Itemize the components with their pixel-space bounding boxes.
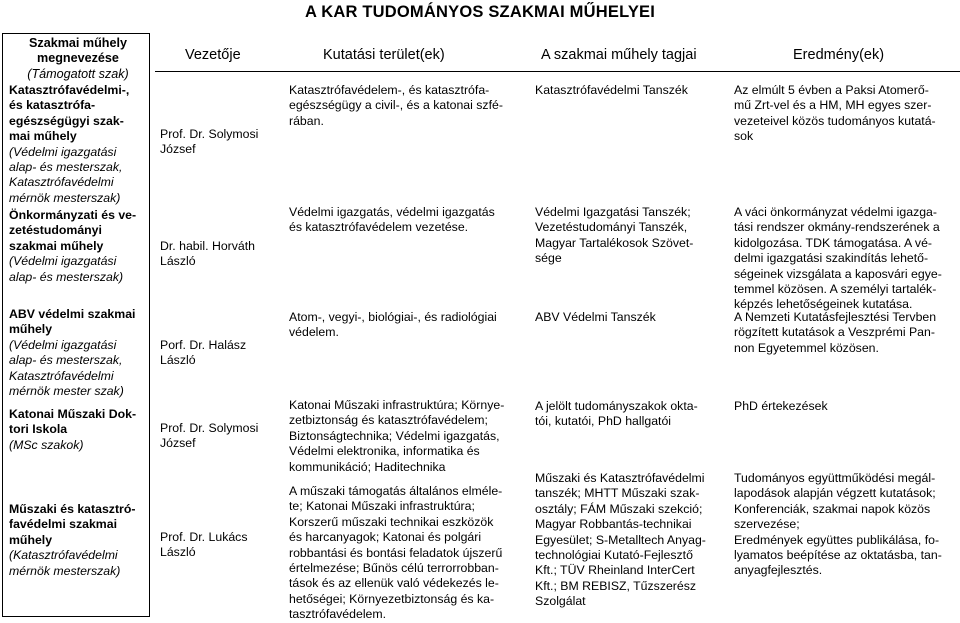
text-line: Vezetéstudományi Tanszék,: [535, 220, 688, 235]
workshop-column: [2, 33, 150, 617]
text-line: Katonai Műszaki Dok-: [9, 407, 137, 421]
text-line: Védelmi elektronika, informatika és: [289, 444, 480, 459]
text-line: Katasztrófavédelmi: [9, 175, 114, 190]
text-line: A jelölt tudományszakok okta-: [535, 399, 698, 413]
text-line: alap- és mesterszak): [9, 269, 124, 284]
text-line: Magyar Robbantás-technikai: [535, 517, 692, 532]
leader-1: [160, 127, 280, 158]
text-line: robbantási és bontási feladatok újszerű: [289, 545, 503, 560]
text-line: Katasztrófavédelmi-,: [9, 83, 130, 97]
text-line: Katasztrófavédelmi Tanszék: [535, 83, 688, 97]
members-2: [535, 205, 715, 267]
text-line: Prof. Dr. Solymosi: [160, 421, 259, 435]
area-5: [289, 484, 507, 623]
text-line: Prof. Dr. Lukács: [160, 530, 248, 544]
members-5: [535, 471, 715, 610]
text-line: szakmai műhely: [9, 238, 104, 253]
text-line: zetéstudományi: [9, 223, 102, 238]
text-line: lyamatos beépítése az oktatásba, tan-: [734, 548, 942, 563]
text-line: műhely: [9, 532, 53, 547]
leader-4: [160, 421, 280, 452]
text-line: kidolgozása. TDK támogatása. A vé-: [734, 235, 932, 250]
leader-column: [160, 0, 284, 619]
text-line: ségeinek vizsgálata a kaposvári egye-: [734, 266, 942, 281]
text-line: Kft.; TÜV Rheinland InterCert: [535, 563, 695, 578]
workshop-4: [9, 407, 147, 453]
text-line: mérnök mesterszak): [9, 190, 121, 205]
results-2: [734, 205, 956, 313]
text-line: Műszaki és Katasztrófavédelmi: [535, 471, 705, 485]
text-line: (Védelmi igazgatási: [9, 254, 117, 269]
members-1: [535, 83, 715, 98]
text-line: Magyar Tartalékosok Szövet-: [535, 235, 694, 250]
text-line: Egyesület; S-Metalltech Anyag-: [535, 532, 706, 547]
text-line: (Védelmi igazgatási: [9, 337, 117, 352]
text-line: non Egyetemmel közösen.: [734, 340, 879, 355]
text-line: Önkormányzati és ve-: [9, 208, 137, 222]
text-line: értelmezése; Bűnös célú terrorrobban-: [289, 561, 499, 576]
text-line: ABV Védelmi Tanszék: [535, 310, 656, 324]
text-line: tori Iskola: [9, 422, 68, 437]
results-1: [734, 83, 956, 145]
workshop-header: [9, 36, 147, 82]
text-line: tanszék; MHTT Műszaki szak-: [535, 486, 700, 501]
text-line: Védelmi Igazgatási Tanszék;: [535, 205, 691, 219]
text-line: sége: [535, 251, 562, 266]
text-line: (Védelmi igazgatási: [9, 144, 117, 159]
text-line: Védelmi igazgatás, védelmi igazgatás: [289, 205, 495, 219]
text-line: (Támogatott szak): [27, 66, 129, 81]
text-line: József: [160, 142, 196, 157]
header-leader: Vezetője: [185, 47, 241, 63]
text-line: Katonai Műszaki infrastruktúra; Környe-: [289, 398, 505, 412]
text-line: kommunikáció; Haditechnika: [289, 459, 446, 474]
text-line: Atom-, vegyi-, biológiai-, és radiológiai: [289, 310, 497, 324]
text-line: Katasztrófavédelem-, és katasztrófa-: [289, 83, 490, 97]
area-column: [289, 0, 514, 622]
text-line: Szakmai műhely: [29, 36, 127, 50]
text-line: temmel közösen. A személyi tartalék-: [734, 282, 937, 297]
area-4: [289, 398, 507, 475]
text-line: tási rendszer okmány-rendszerének a: [734, 220, 940, 235]
text-line: PhD értekezések: [734, 399, 828, 413]
results-3: [734, 310, 956, 356]
text-line: (Katasztrófavédelmi: [9, 548, 118, 563]
text-line: László: [160, 254, 196, 269]
text-line: Kft.; BM REBISZ, Tűzszerész: [535, 578, 697, 593]
text-line: egészségügy a civil-, és a katonai szfé-: [289, 98, 503, 113]
text-line: Dr. habil. Horváth: [160, 239, 256, 253]
leader-5: [160, 530, 280, 561]
text-line: Biztonságtechnika; Védelmi igazgatás,: [289, 428, 500, 443]
text-line: mérnök mesterszak): [9, 563, 121, 578]
text-line: hetőségei; Környezetbiztonság és ka-: [289, 591, 495, 606]
text-line: (MSc szakok): [9, 437, 84, 452]
text-line: műhely: [9, 322, 53, 337]
text-line: képzés lehetőségeinek kutatása.: [734, 297, 913, 312]
text-line: alap- és mesterszak,: [9, 353, 123, 368]
text-line: József: [160, 436, 196, 451]
leader-3: [160, 338, 280, 369]
text-line: Műszaki és katasztró-: [9, 502, 136, 516]
workshop-2: [9, 208, 147, 285]
text-line: mai műhely: [9, 129, 77, 144]
text-line: favédelmi szakmai: [9, 517, 118, 532]
text-line: alap- és mesterszak,: [9, 160, 123, 175]
members-column: [535, 0, 723, 619]
text-line: ABV védelmi szakmai: [9, 307, 136, 321]
area-2: [289, 205, 507, 236]
results-column: [734, 0, 960, 619]
text-line: A műszaki támogatás általános elméle-: [289, 484, 503, 498]
text-line: tasztrófavédelem.: [289, 607, 387, 622]
workshop-3: [9, 307, 147, 399]
text-line: Konferenciák, szakmai napok közös: [734, 501, 931, 516]
text-line: László: [160, 545, 196, 560]
text-line: Korszerű műszaki technikai eszközök: [289, 514, 494, 529]
area-3: [289, 310, 507, 341]
page-title: A KAR TUDOMÁNYOS SZAKMAI MŰHELYEI: [304, 3, 656, 21]
text-line: védelem.: [289, 325, 339, 340]
text-line: rában.: [289, 113, 324, 128]
text-line: tói, kutatói, PhD hallgatói: [535, 414, 672, 429]
header-members: A szakmai műhely tagjai: [541, 47, 697, 63]
text-line: és katasztrófavédelem vezetése.: [289, 220, 469, 235]
text-line: Prof. Dr. Solymosi: [160, 127, 259, 141]
header-area: Kutatási terület(ek): [323, 47, 445, 63]
text-line: tások és az ellenük való védekezés le-: [289, 576, 499, 591]
text-line: A váci önkormányzat védelmi igazga-: [734, 205, 937, 219]
workshop-1: [9, 83, 147, 206]
header-results: Eredmény(ek): [793, 47, 885, 63]
text-line: László: [160, 353, 196, 368]
text-line: technológiai Kutató-Fejlesztő: [535, 548, 693, 563]
text-line: osztály; FÁM Műszaki szekció;: [535, 501, 703, 516]
text-line: A Nemzeti Kutatásfejlesztési Tervben: [734, 310, 937, 324]
results-4: [734, 399, 956, 414]
workshop-5: [9, 502, 147, 579]
text-line: megnevezése: [37, 51, 119, 66]
text-line: Porf. Dr. Halász: [160, 338, 247, 352]
results-5: [734, 471, 956, 579]
text-line: Katasztrófavédelmi: [9, 368, 114, 383]
text-line: mű Zrt-vel és a HM, MH egyes szer-: [734, 98, 932, 113]
text-line: Az elmúlt 5 évben a Paksi Atomerő-: [734, 83, 929, 97]
area-1: [289, 83, 507, 129]
text-line: Szolgálat: [535, 594, 586, 609]
leader-2: [160, 239, 280, 270]
text-line: lapodások alapján végzett kutatások;: [734, 486, 936, 501]
text-line: egészségügyi szak-: [9, 113, 124, 128]
text-line: Eredmények együttes publikálása, fo-: [734, 532, 940, 547]
text-line: és katasztrófa-: [9, 98, 96, 113]
text-line: és harcanyagok; Katonai és polgári: [289, 530, 482, 545]
text-line: mérnök mester szak): [9, 384, 124, 399]
text-line: sok: [734, 129, 754, 144]
text-line: Tudományos együttműködési megál-: [734, 471, 936, 485]
members-3: [535, 310, 715, 325]
text-line: zetbiztonság és katasztrófavédelem;: [289, 413, 488, 428]
text-line: vezeteivel közös tudományos kutatá-: [734, 113, 936, 128]
text-line: rögzített kutatások a Veszprémi Pan-: [734, 325, 935, 340]
text-line: te; Katonai Műszaki infrastruktúra;: [289, 499, 475, 514]
text-line: szervezése;: [734, 517, 800, 532]
members-4: [535, 399, 715, 430]
text-line: anyagfejlesztés.: [734, 563, 823, 578]
text-line: delmi igazgatási szakindítás lehető-: [734, 251, 929, 266]
